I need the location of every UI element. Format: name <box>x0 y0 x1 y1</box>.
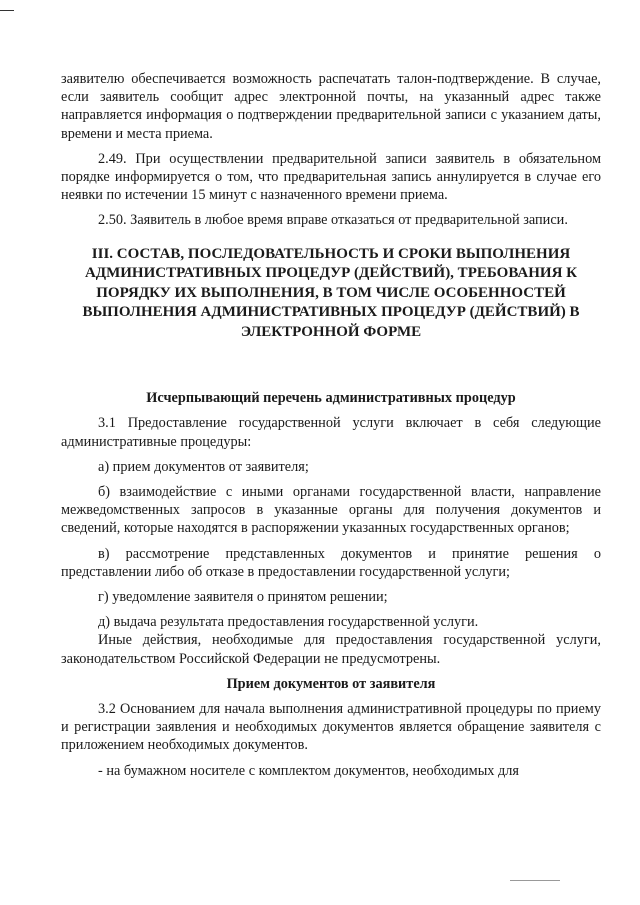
scan-artifact <box>510 880 560 881</box>
subheading-document-intake: Прием документов от заявителя <box>226 675 436 692</box>
subheading-procedures-list: Исчерпывающий перечень административных процедур <box>146 390 516 407</box>
paragraph-confirmation: заявителю обеспечивается возможность распечатать талон-подтверждение. В случае, если заявитель сообщит адрес электронной почты, на указанный адрес также направляется информация о подтверждении предварительной записи с указанием даты, времени и места приема. <box>61 71 601 142</box>
paragraph-other-actions: Иные действия, необходимые для предоставления государственной услуги, законодательством Российской Федерации не предусмотрены. <box>61 632 601 667</box>
section-heading: III. СОСТАВ, ПОСЛЕДОВАТЕЛЬНОСТЬ И СРОКИ ВЫПОЛНЕНИЯ АДМИНИСТРАТИВНЫХ ПРОЦЕДУР (ДЕЙСТВИЙ), ТРЕБОВАНИЯ К ПОРЯДКУ ИХ ВЫПОЛНЕНИЯ, В ТОМ ЧИСЛЕ ОСОБЕННОСТЕЙ ВЫПОЛНЕНИЯ АДМИНИСТРАТИВНЫХ ПРОЦЕДУР (ДЕЙСТВИЙ) В ЭЛЕКТРОННОЙ ФОРМЕ <box>82 245 580 340</box>
list-item-a: а) прием документов от заявителя; <box>98 458 309 475</box>
margin-mark <box>0 10 14 11</box>
list-item-e: д) выдача результата предоставления государственной услуги. <box>98 614 479 631</box>
paragraph-3-2: 3.2 Основанием для начала выполнения административной процедуры по приему и регистрации заявления и необходимых документов является обращение заявителя с приложением необходимых документов. <box>61 700 601 754</box>
paragraph-2-49: 2.49. При осуществлении предварительной записи заявитель в обязательном порядке информируется о том, что предварительная запись аннулируется в случае его неявки по истечении 15 минут с назначенного времени приема. <box>61 150 601 204</box>
paragraph-paper-carrier: - на бумажном носителе с комплектом документов, необходимых для <box>98 762 520 779</box>
paragraph-2-50: 2.50. Заявитель в любое время вправе отказаться от предварительной записи. <box>98 212 568 229</box>
list-item-c: в) рассмотрение представленных документов и принятие решения о представлении либо об отказе в предоставлении государственной услуги; <box>61 545 601 580</box>
document-page <box>61 70 601 780</box>
paragraph-3-1: 3.1 Предоставление государственной услуги включает в себя следующие административные процедуры: <box>61 415 601 450</box>
list-item-d: г) уведомление заявителя о принятом решении; <box>98 588 388 605</box>
list-item-b: б) взаимодействие с иными органами государственной власти, направление межведомственных запросов в указанные органы для получения документов и сведений, которые находятся в распоряжении указанных государственных органов; <box>61 483 601 537</box>
